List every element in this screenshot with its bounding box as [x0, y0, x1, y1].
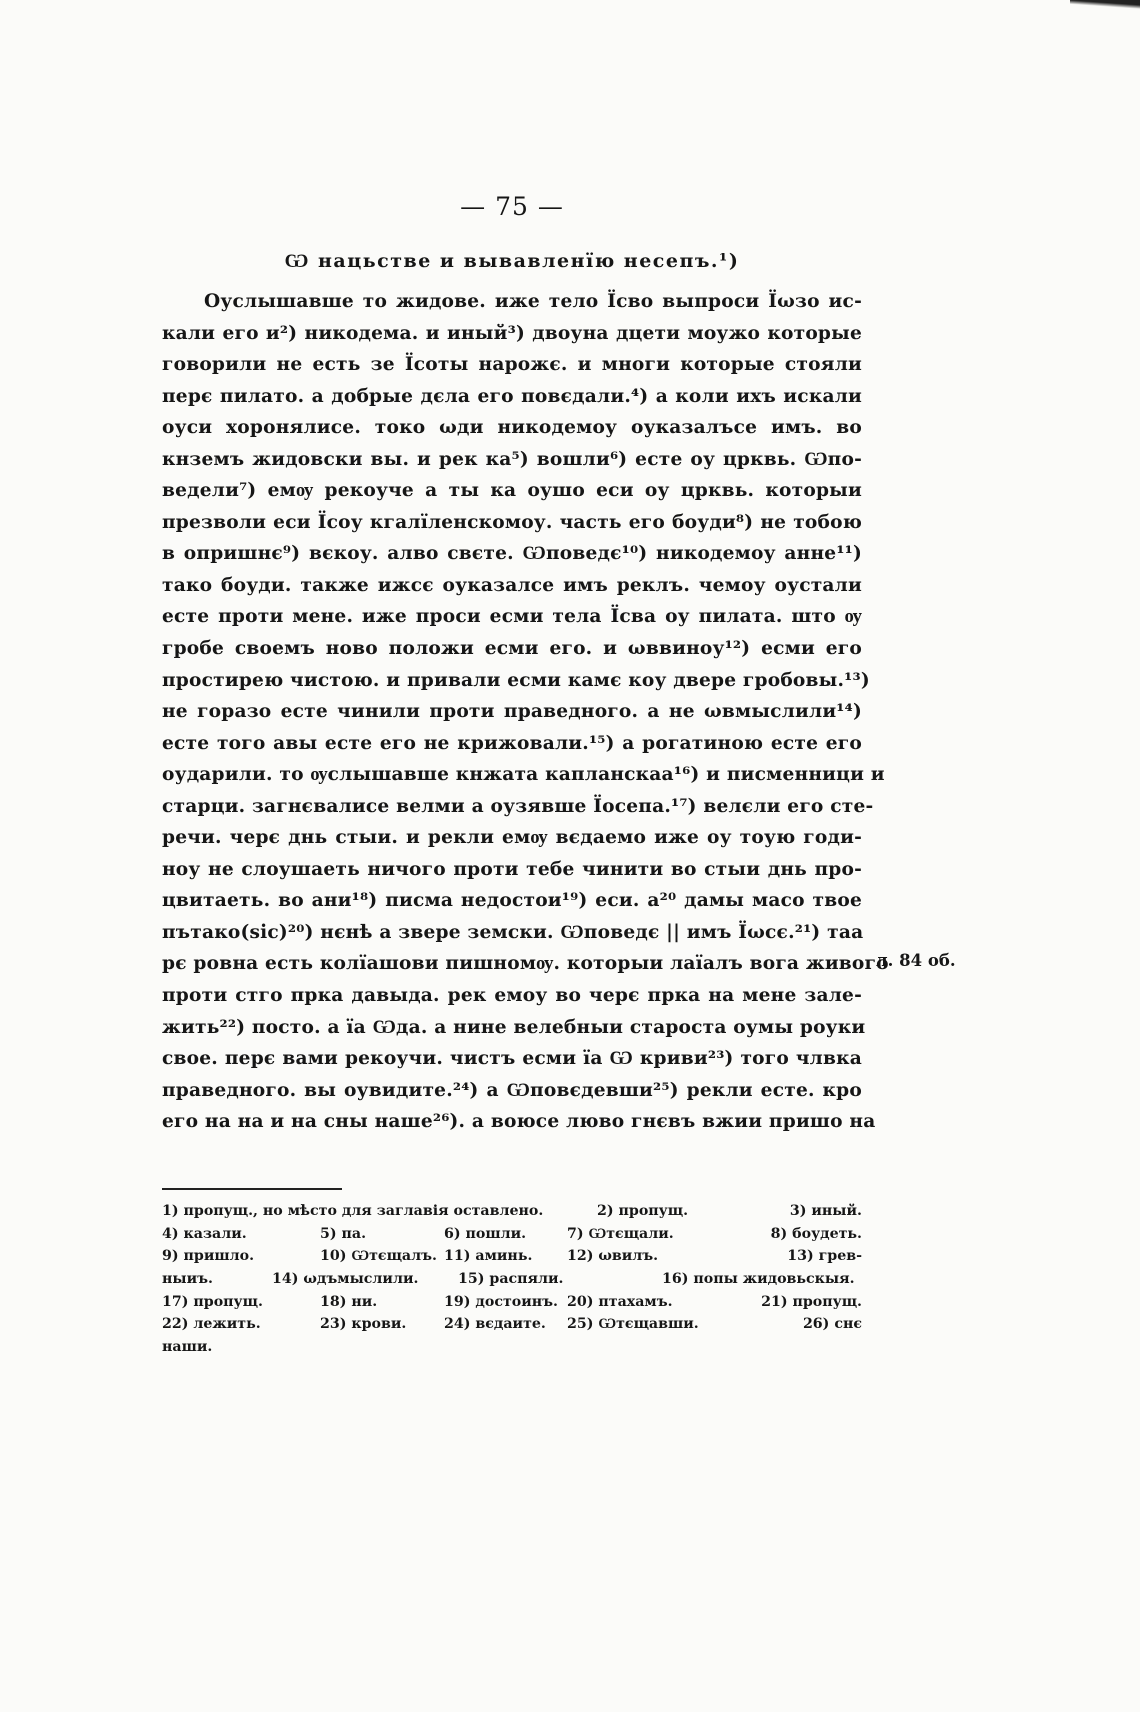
margin-folio-note: л. 84 об.	[876, 951, 956, 970]
footnote-divider	[162, 1188, 342, 1190]
text-line: гробе своемъ ново положи есми его. и ωввиноу¹²) есми его	[162, 638, 862, 660]
text-line: в опришнє⁹) вєкоу. алво свєте. Ѡповедє¹⁰) никодемоу анне¹¹)	[162, 543, 862, 565]
footnote-item: 6) пошли.	[444, 1225, 527, 1242]
footnote-row	[162, 1268, 862, 1291]
footnote-item: ныиъ.	[162, 1271, 213, 1288]
text-line: ведели⁷) емѹ рекоуче а ты ка оушо еси оу црквь. которыи	[162, 480, 862, 502]
text-line: есте того авы есте его не крижовали.¹⁵) а рогатиною есте его	[162, 732, 862, 754]
footnote-row	[162, 1313, 862, 1336]
footnote-row	[162, 1336, 862, 1359]
footnote-item: 3) иный.	[789, 1203, 862, 1219]
text-line: рє ровна есть колїашови пишномѹ. которыи лаїалъ вога живого	[162, 953, 889, 975]
footnote-item: 23) крови.	[320, 1316, 407, 1333]
text-line: Оуслышавше то жидове. иже тело Їсво выпроси Їωзо ис-	[204, 291, 862, 312]
text-line: не горазо есте чинили проти праведного. а не ωвмыслили¹⁴)	[162, 701, 862, 723]
text-line: презволи еси Їсоу кгалїленскомоу. часть его боуди⁸) не тобою	[162, 511, 862, 533]
footnote-item: 9) пришло.	[162, 1248, 255, 1265]
footnote-item: 20) птахамъ.	[567, 1293, 673, 1310]
text-line: есте проти мене. иже проси есми тела Їсва оу пилата. што ѹ	[162, 606, 862, 628]
footnote-item: 22) лежить.	[162, 1316, 261, 1333]
footnote-item: 25) Ѡтєщавши.	[567, 1316, 699, 1333]
footnote-row	[162, 1223, 862, 1246]
text-line: пътако(sic)²⁰) нєнѣ а звере земски. Ѡповедє || имъ Їωсє.²¹) таа	[162, 921, 864, 943]
footnote-row	[162, 1291, 862, 1314]
footnote-item: 15) распяли.	[458, 1271, 564, 1288]
footnote-item: 13) грев-	[787, 1248, 862, 1265]
footnote-item: 19) достоинъ.	[444, 1293, 558, 1310]
text-line: старци. загнєвалисе велми а оузявше Їосепа.¹⁷) велєли его сте-	[162, 795, 874, 817]
text-line: говорили не есть зе Їсоты нарожє. и многи которые стояли	[162, 354, 862, 376]
footnote-item: 7) Ѡтєщали.	[567, 1225, 674, 1242]
footnote-item: 24) вєдаите.	[444, 1316, 546, 1333]
footnote-item: 8) боудеть.	[770, 1225, 862, 1242]
text-line: праведного. вы оувидите.²⁴) а Ѡповєдевши²⁵) рекли есте. кро	[162, 1079, 862, 1101]
footnote-item: 26) снє	[802, 1316, 862, 1333]
footnote-item: 4) казали.	[162, 1225, 247, 1242]
text-line: оуси хоронялисе. токо ωди никодемоу оуказалъсе имъ. во	[162, 417, 862, 439]
footnote-item: 12) ωвилъ.	[567, 1248, 659, 1265]
text-line: жить²²) посто. а їа Ѡда. а нине велебныи староста оумы роуки	[162, 1016, 866, 1038]
footnote-item: 18) ни.	[320, 1293, 378, 1310]
text-line: кали его и²) никодема. и иный³) двоуна дцети моужо которые	[162, 322, 862, 344]
footnote-item: 14) ωдъмыслили.	[272, 1271, 419, 1288]
text-line: речи. черє днь стыи. и рекли емѹ вєдаемо иже оу тоую годи-	[162, 827, 862, 849]
text-line: цвитаеть. во ани¹⁸) писма недостои¹⁹) еси. а²⁰ дамы масо твое	[162, 890, 862, 912]
footnote-item: 17) пропущ.	[162, 1293, 263, 1310]
text-line: проти стго прка давыда. рек емоу во черє прка на мене зале-	[162, 985, 862, 1007]
section-heading: Ѡ нацьстве и вывавленїю несепъ.¹)	[284, 250, 740, 272]
text-line: его на на и на сны наше²⁶). а воюсе люво гнєвъ вжии пришо на	[162, 1111, 876, 1133]
footnote-item: 2) пропущ.	[597, 1203, 689, 1219]
page-corner-scan-mark	[1070, 0, 1140, 12]
text-line: свое. перє вами рекоучи. чистъ есми їа Ѡ криви²³) того члвка	[162, 1048, 862, 1070]
text-line: кнземъ жидовски вы. и рек ка⁵) вошли⁶) есте оу црквь. Ѡпо-	[162, 448, 862, 470]
text-line: тако боуди. также ижсє оуказалсе имъ реклъ. чемоу оустали	[162, 574, 862, 596]
footnote-item: 11) аминь.	[444, 1248, 533, 1265]
text-line: ноу не слоушаеть ничого проти тебе чинити во стыи днь про-	[162, 858, 862, 880]
footnote-item: 1) пропущ., но мѣсто для заглавія оставлено.	[162, 1203, 544, 1219]
footnote-item: 10) Ѡтєщалъ.	[320, 1248, 437, 1265]
footnote-item: 21) пропущ.	[761, 1293, 862, 1310]
footnotes	[162, 1200, 862, 1359]
footnote-row	[162, 1200, 862, 1223]
footnote-item: 16) попы жидовьскыя.	[662, 1271, 855, 1288]
text-line: перє пилато. а добрые дєла его повєдали.⁴) а коли ихъ искали	[162, 385, 862, 407]
text-line: оударили. то ѹслышавше кнжата капланскаа¹⁶) и писменници и	[162, 764, 885, 786]
page-number: — 75 —	[460, 192, 564, 221]
text-line: простирею чистою. и привали есми камє коу двере гробовы.¹³)	[162, 669, 870, 691]
footnote-item: наши.	[162, 1339, 213, 1356]
body-text	[162, 286, 889, 1138]
footnote-item: 5) па.	[320, 1225, 367, 1242]
footnote-row	[162, 1245, 862, 1268]
